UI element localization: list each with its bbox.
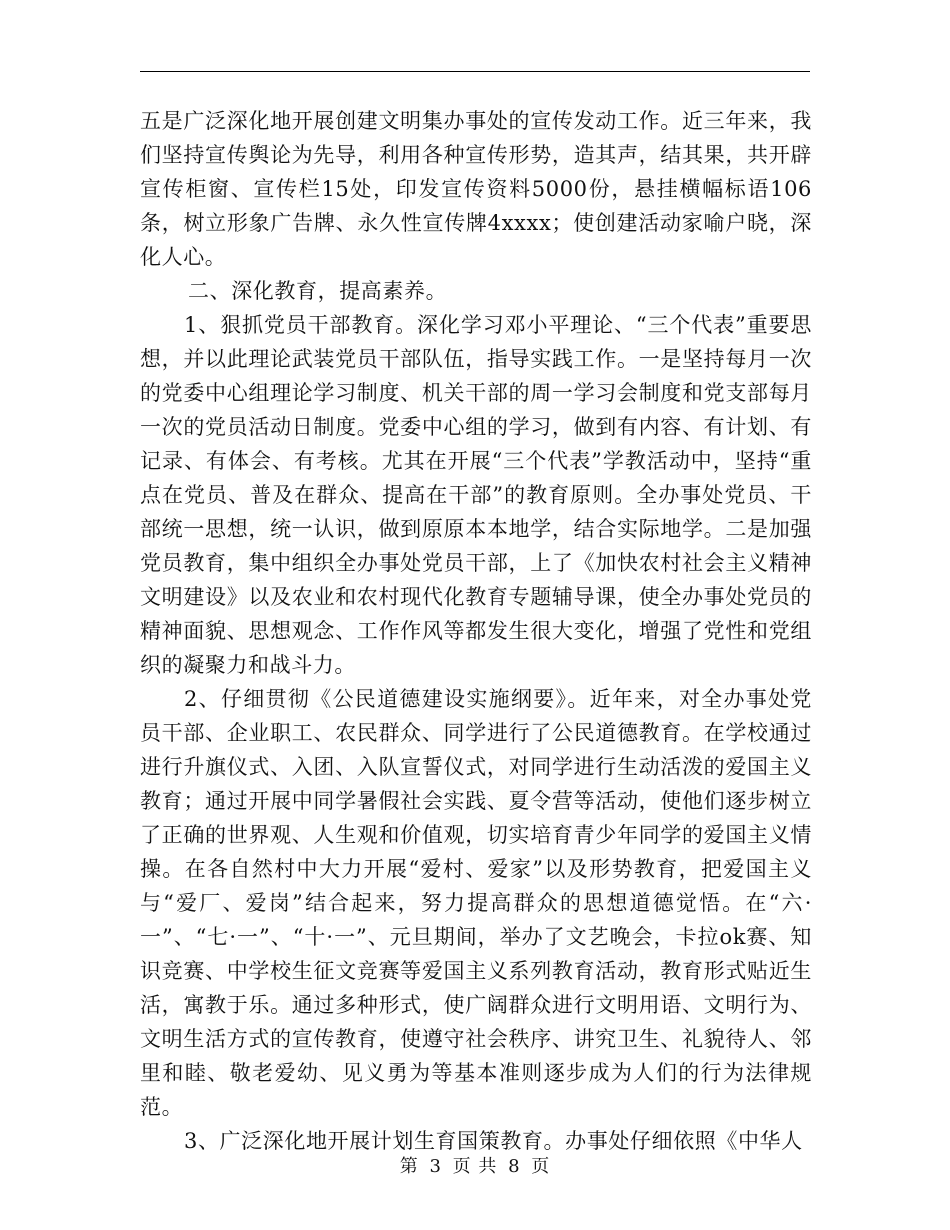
document-body bbox=[140, 104, 812, 1158]
footer-prefix: 第 bbox=[399, 1156, 419, 1177]
section-heading: 二、深化教育，提高素养。 bbox=[188, 279, 448, 303]
paragraph-civic-morality: 2、仔细贯彻《公民道德建设实施纲要》。近年来，对全办事处党员干部、企业职工、农民群众、同学进行了公民道德教育。在学校通过进行升旗仪式、入团、入队宣誓仪式，对同学进行生动活泼的爱国主义教育；通过开展中同学暑假社会实践、夏令营等活动，使他们逐步树立了正确的世界观、人生观和价值观，切实培育青少年同学的爱国主义情操。在各自然村中大力开展“爱村、爱家”以及形势教育，把爱国主义与“爱厂、爱岗”结合起来，努力提高群众的思想道德觉悟。在“六·一”、“七·一”、“十·一”、元旦期间，举办了文艺晚会，卡拉ok赛、知识竞赛、中学校生征文竞赛等爱国主义系列教育活动，教育形式贴近生活，寓教于乐。通过多种形式，使广阔群众进行文明用语、文明行为、文明生活方式的宣传教育，使遵守社会秩序、讲究卫生、礼貌待人、邻里和睦、敬老爱幼、见义勇为等基本准则逐步成为人们的行为法律规范。 bbox=[140, 687, 812, 1119]
footer-total-pages: 8 bbox=[508, 1156, 521, 1177]
header-rule bbox=[140, 71, 810, 72]
page-footer bbox=[0, 1152, 950, 1178]
footer-current-page: 3 bbox=[429, 1156, 442, 1177]
paragraph-continuation: 五是广泛深化地开展创建文明集办事处的宣传发动工作。近三年来，我们坚持宣传舆论为先导，利用各种宣传形势，造其声，结其果，共开辟宣传柜窗、宣传栏15处，印发宣传资料5000份，悬挂横幅标语106条，树立形象广告牌、永久性宣传牌4xxxx；使创建活动家喻户晓，深化人心。 bbox=[140, 109, 812, 269]
footer-mid: 页 共 bbox=[452, 1156, 498, 1177]
paragraph-party-education: 1、狠抓党员干部教育。深化学习邓小平理论、“三个代表”重要思想，并以此理论武装党员干部队伍，指导实践工作。一是坚持每月一次的党委中心组理论学习制度、机关干部的周一学习会制度和党支部每月一次的党员活动日制度。党委中心组的学习，做到有内容、有计划、有记录、有体会、有考核。尤其在开展“三个代表”学教活动中，坚持“重点在党员、普及在群众、提高在干部”的教育原则。全办事处党员、干部统一思想，统一认识，做到原原本本地学，结合实际地学。二是加强党员教育，集中组织全办事处党员干部，上了《加快农村社会主义精神文明建设》以及农业和农村现代化教育专题辅导课，使全办事处党员的精神面貌、思想观念、工作作风等都发生很大变化，增强了党性和党组织的凝聚力和战斗力。 bbox=[140, 313, 812, 677]
footer-suffix: 页 bbox=[531, 1156, 551, 1177]
paragraph-family-planning: 3、广泛深化地开展计划生育国策教育。办事处仔细依照《中华人 bbox=[184, 1129, 803, 1153]
